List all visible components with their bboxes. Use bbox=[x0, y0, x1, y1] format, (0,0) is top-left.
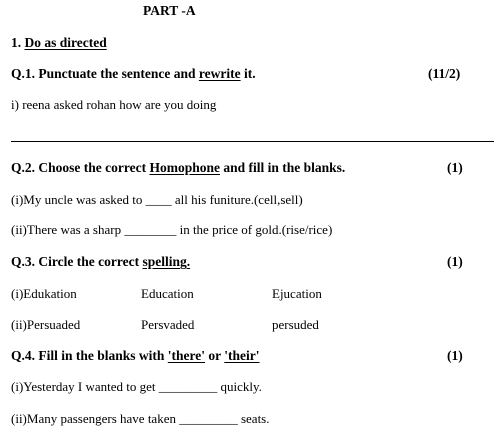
q2-item-1: (i)My uncle was asked to ____ all his funiture.(cell,sell) bbox=[11, 192, 303, 207]
q1-marks: (11/2) bbox=[428, 66, 461, 81]
q1-question bbox=[11, 66, 256, 82]
q4-mid: or bbox=[205, 348, 225, 363]
q3-option: persuded bbox=[272, 317, 319, 332]
section-number: 1. bbox=[11, 35, 22, 50]
q3-marks: (1) bbox=[447, 254, 463, 269]
q3-question bbox=[11, 254, 190, 270]
q4-question bbox=[11, 348, 260, 364]
q3-option: Ejucation bbox=[272, 286, 322, 301]
q3-prefix: Q.3. Circle the correct bbox=[11, 254, 143, 269]
q1-prefix: Q.1. Punctuate the sentence and bbox=[11, 66, 199, 81]
q1-item-1: i) reena asked rohan how are you doing bbox=[11, 97, 217, 112]
q1-suffix: it. bbox=[240, 66, 256, 81]
q4-marks: (1) bbox=[447, 348, 463, 363]
section-label: Do as directed bbox=[24, 35, 107, 50]
q3-option: (i)Edukation bbox=[11, 286, 77, 301]
q3-option: Persvaded bbox=[141, 317, 195, 332]
q4-keyword-there: 'there' bbox=[167, 348, 206, 363]
q4-keyword-their: 'their' bbox=[224, 348, 260, 363]
q4-prefix: Q.4. Fill in the blanks with bbox=[11, 348, 168, 363]
part-title: PART -A bbox=[143, 3, 196, 18]
q4-item-2: (ii)Many passengers have taken _________ seats. bbox=[11, 411, 270, 426]
q2-suffix: and fill in the blanks. bbox=[219, 160, 346, 175]
q3-option: (ii)Persuaded bbox=[11, 317, 81, 332]
q1-keyword: rewrite bbox=[198, 66, 241, 81]
q2-item-2: (ii)There was a sharp ________ in the price of gold.(rise/rice) bbox=[11, 222, 333, 237]
q2-prefix: Q.2. Choose the correct bbox=[11, 160, 150, 175]
q2-keyword: Homophone bbox=[149, 160, 220, 175]
answer-line bbox=[11, 141, 494, 142]
q3-keyword: spelling. bbox=[142, 254, 191, 269]
section-heading bbox=[11, 35, 107, 51]
q4-item-1: (i)Yesterday I wanted to get _________ quickly. bbox=[11, 379, 262, 394]
q3-option: Education bbox=[141, 286, 194, 301]
q2-marks: (1) bbox=[447, 160, 463, 175]
q2-question bbox=[11, 160, 345, 176]
